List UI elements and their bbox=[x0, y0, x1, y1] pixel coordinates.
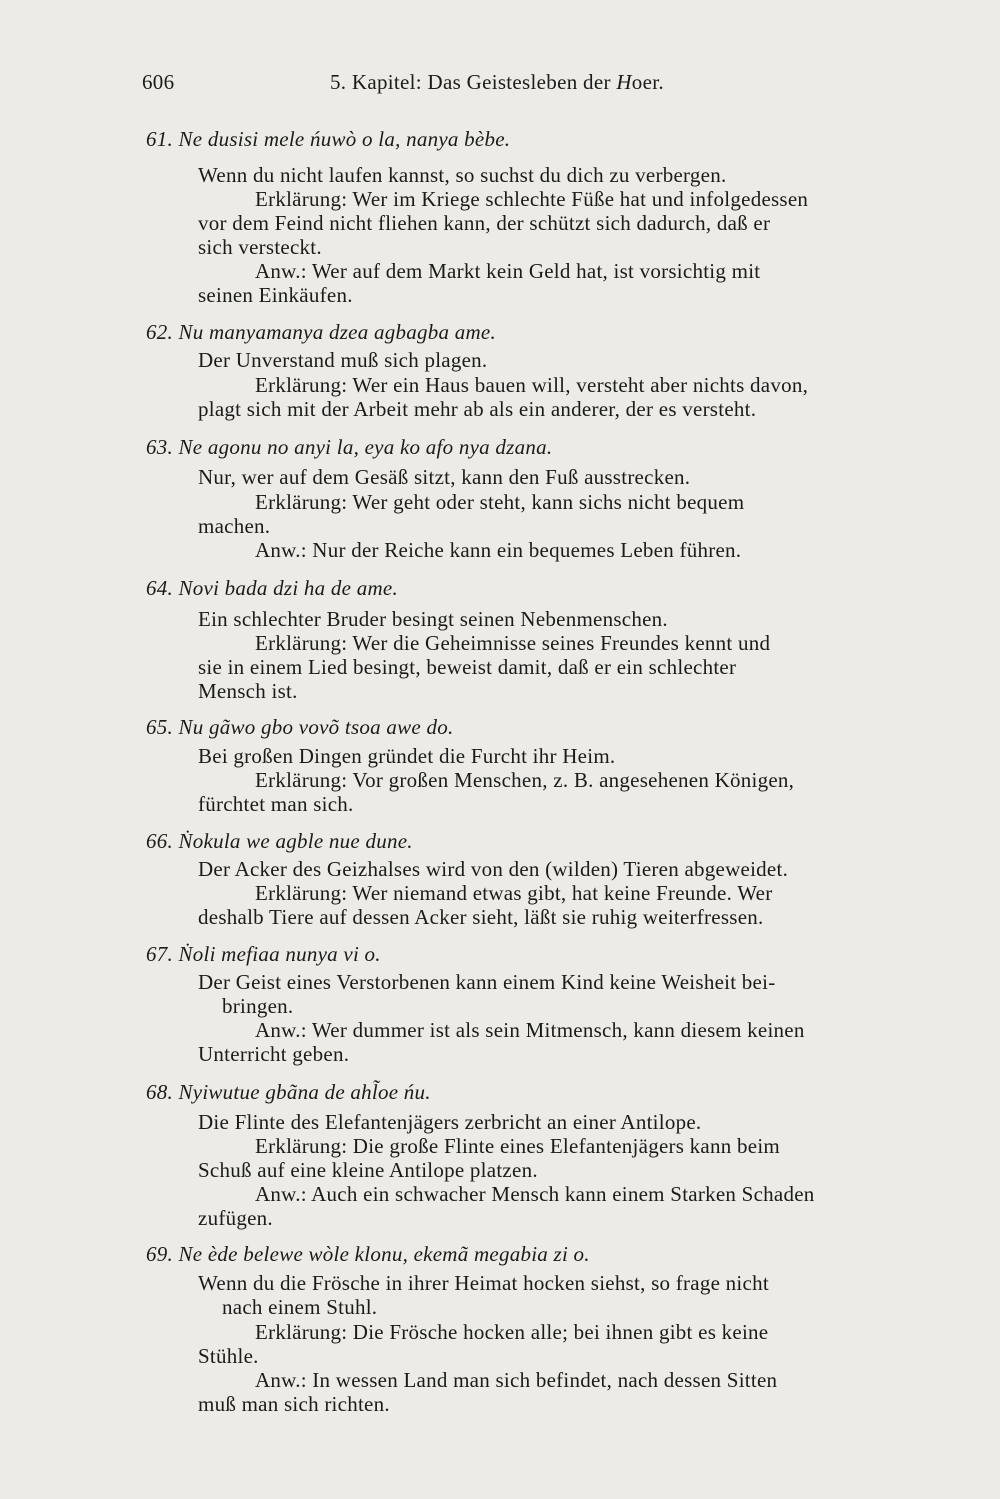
proverb-heading bbox=[146, 944, 381, 965]
application-line: Anw.: In wessen Land man sich befindet, nach dessen Sitten bbox=[255, 1368, 778, 1392]
proverb-number: 62. bbox=[146, 320, 173, 344]
explanation-line: vor dem Feind nicht fliehen kann, der schützt sich dadurch, daß er bbox=[198, 211, 771, 235]
application-line: seinen Einkäufen. bbox=[198, 283, 353, 307]
explanation-line: Erklärung: Wer im Kriege schlechte Füße hat und infolgedessen bbox=[255, 187, 809, 211]
running-title-prefix: 5. Kapitel: Das Geistesleben der bbox=[330, 70, 617, 94]
ewe-saying: Ṅoli mefiaa nunya vi o. bbox=[178, 942, 381, 966]
proverb-heading bbox=[146, 322, 496, 343]
explanation-line: deshalb Tiere auf dessen Acker sieht, läßt sie ruhig weiterfressen. bbox=[198, 905, 764, 929]
translation-line: Ein schlechter Bruder besingt seinen Nebenmenschen. bbox=[198, 607, 668, 631]
proverb-number: 64. bbox=[146, 576, 173, 600]
page-header bbox=[142, 70, 884, 102]
explanation-line: Mensch ist. bbox=[198, 679, 298, 703]
explanation-line: fürchtet man sich. bbox=[198, 792, 354, 816]
translation-line: Wenn du nicht laufen kannst, so suchst du dich zu verbergen. bbox=[198, 163, 727, 187]
translation-line: bringen. bbox=[222, 994, 294, 1018]
explanation-line: Erklärung: Wer die Geheimnisse seines Freundes kennt und bbox=[255, 631, 771, 655]
proverb-number: 67. bbox=[146, 942, 173, 966]
ewe-saying: Nu gãwo gbo vovõ tsoa awe do. bbox=[178, 715, 454, 739]
ewe-saying: Ne agonu no anyi la, eya ko afo nya dzana. bbox=[178, 435, 553, 459]
translation-line: Bei großen Dingen gründet die Furcht ihr Heim. bbox=[198, 744, 616, 768]
page-number: 606 bbox=[142, 70, 175, 94]
proverb-number: 69. bbox=[146, 1242, 173, 1266]
application-line: muß man sich richten. bbox=[198, 1392, 390, 1416]
proverb-number: 66. bbox=[146, 829, 173, 853]
ewe-saying: Ṅokula we agble nue dune. bbox=[178, 829, 413, 853]
ewe-saying: Ne ède belewe wòle klonu, ekemã megabia zi o. bbox=[178, 1242, 590, 1266]
application-line: Anw.: Wer auf dem Markt kein Geld hat, ist vorsichtig mit bbox=[255, 259, 761, 283]
proverb-number: 68. bbox=[146, 1080, 173, 1104]
ewe-saying: Nyiwutue gbãna de ahl̃oe ńu. bbox=[178, 1080, 431, 1104]
explanation-line: Erklärung: Die Frösche hocken alle; bei ihnen gibt es keine bbox=[255, 1320, 769, 1344]
running-title-suffix: oer. bbox=[631, 70, 664, 94]
proverb-number: 63. bbox=[146, 435, 173, 459]
explanation-line: machen. bbox=[198, 514, 271, 538]
translation-line: Wenn du die Frösche in ihrer Heimat hocken siehst, so frage nicht bbox=[198, 1271, 769, 1295]
ewe-saying: Ne dusisi mele ńuwò o la, nanya bèbe. bbox=[178, 127, 511, 151]
explanation-line: Erklärung: Wer ein Haus bauen will, versteht aber nichts davon, bbox=[255, 373, 809, 397]
explanation-line: Erklärung: Die große Flinte eines Elefantenjägers kann beim bbox=[255, 1134, 780, 1158]
proverb-heading bbox=[146, 578, 398, 599]
translation-line: Nur, wer auf dem Gesäß sitzt, kann den Fuß ausstrecken. bbox=[198, 465, 691, 489]
explanation-line: Erklärung: Wer geht oder steht, kann sichs nicht bequem bbox=[255, 490, 745, 514]
explanation-line: plagt sich mit der Arbeit mehr ab als ein anderer, der es versteht. bbox=[198, 397, 757, 421]
application-line: Anw.: Wer dummer ist als sein Mitmensch, kann diesem keinen bbox=[255, 1018, 805, 1042]
ewe-saying: Novi bada dzi ha de ame. bbox=[178, 576, 398, 600]
proverb-heading bbox=[146, 717, 454, 738]
proverb-number: 61. bbox=[146, 127, 173, 151]
proverb-heading bbox=[146, 437, 552, 458]
explanation-line: Erklärung: Vor großen Menschen, z. B. angesehenen Königen, bbox=[255, 768, 795, 792]
translation-line: Der Unverstand muß sich plagen. bbox=[198, 348, 488, 372]
ewe-saying: Nu manyamanya dzea agbagba ame. bbox=[178, 320, 496, 344]
proverb-heading bbox=[146, 129, 510, 150]
translation-line: Die Flinte des Elefantenjägers zerbricht an einer Antilope. bbox=[198, 1110, 702, 1134]
running-title bbox=[330, 70, 664, 95]
proverb-heading bbox=[146, 831, 413, 852]
explanation-line: sich versteckt. bbox=[198, 235, 322, 259]
application-line: zufügen. bbox=[198, 1206, 273, 1230]
explanation-line: sie in einem Lied besingt, beweist damit, daß er ein schlechter bbox=[198, 655, 737, 679]
explanation-line: Stühle. bbox=[198, 1344, 259, 1368]
translation-line: Der Acker des Geizhalses wird von den (wilden) Tieren abgeweidet. bbox=[198, 857, 789, 881]
explanation-line: Schuß auf eine kleine Antilope platzen. bbox=[198, 1158, 538, 1182]
translation-line: Der Geist eines Verstorbenen kann einem Kind keine Weisheit bei- bbox=[198, 970, 776, 994]
translation-line: nach einem Stuhl. bbox=[222, 1295, 378, 1319]
application-line: Unterricht geben. bbox=[198, 1042, 350, 1066]
running-title-italic: H bbox=[616, 70, 632, 94]
proverb-number: 65. bbox=[146, 715, 173, 739]
application-line: Anw.: Nur der Reiche kann ein bequemes Leben führen. bbox=[255, 538, 742, 562]
proverb-heading bbox=[146, 1244, 590, 1265]
proverb-heading bbox=[146, 1082, 431, 1103]
explanation-line: Erklärung: Wer niemand etwas gibt, hat keine Freunde. Wer bbox=[255, 881, 773, 905]
application-line: Anw.: Auch ein schwacher Mensch kann einem Starken Schaden bbox=[255, 1182, 815, 1206]
